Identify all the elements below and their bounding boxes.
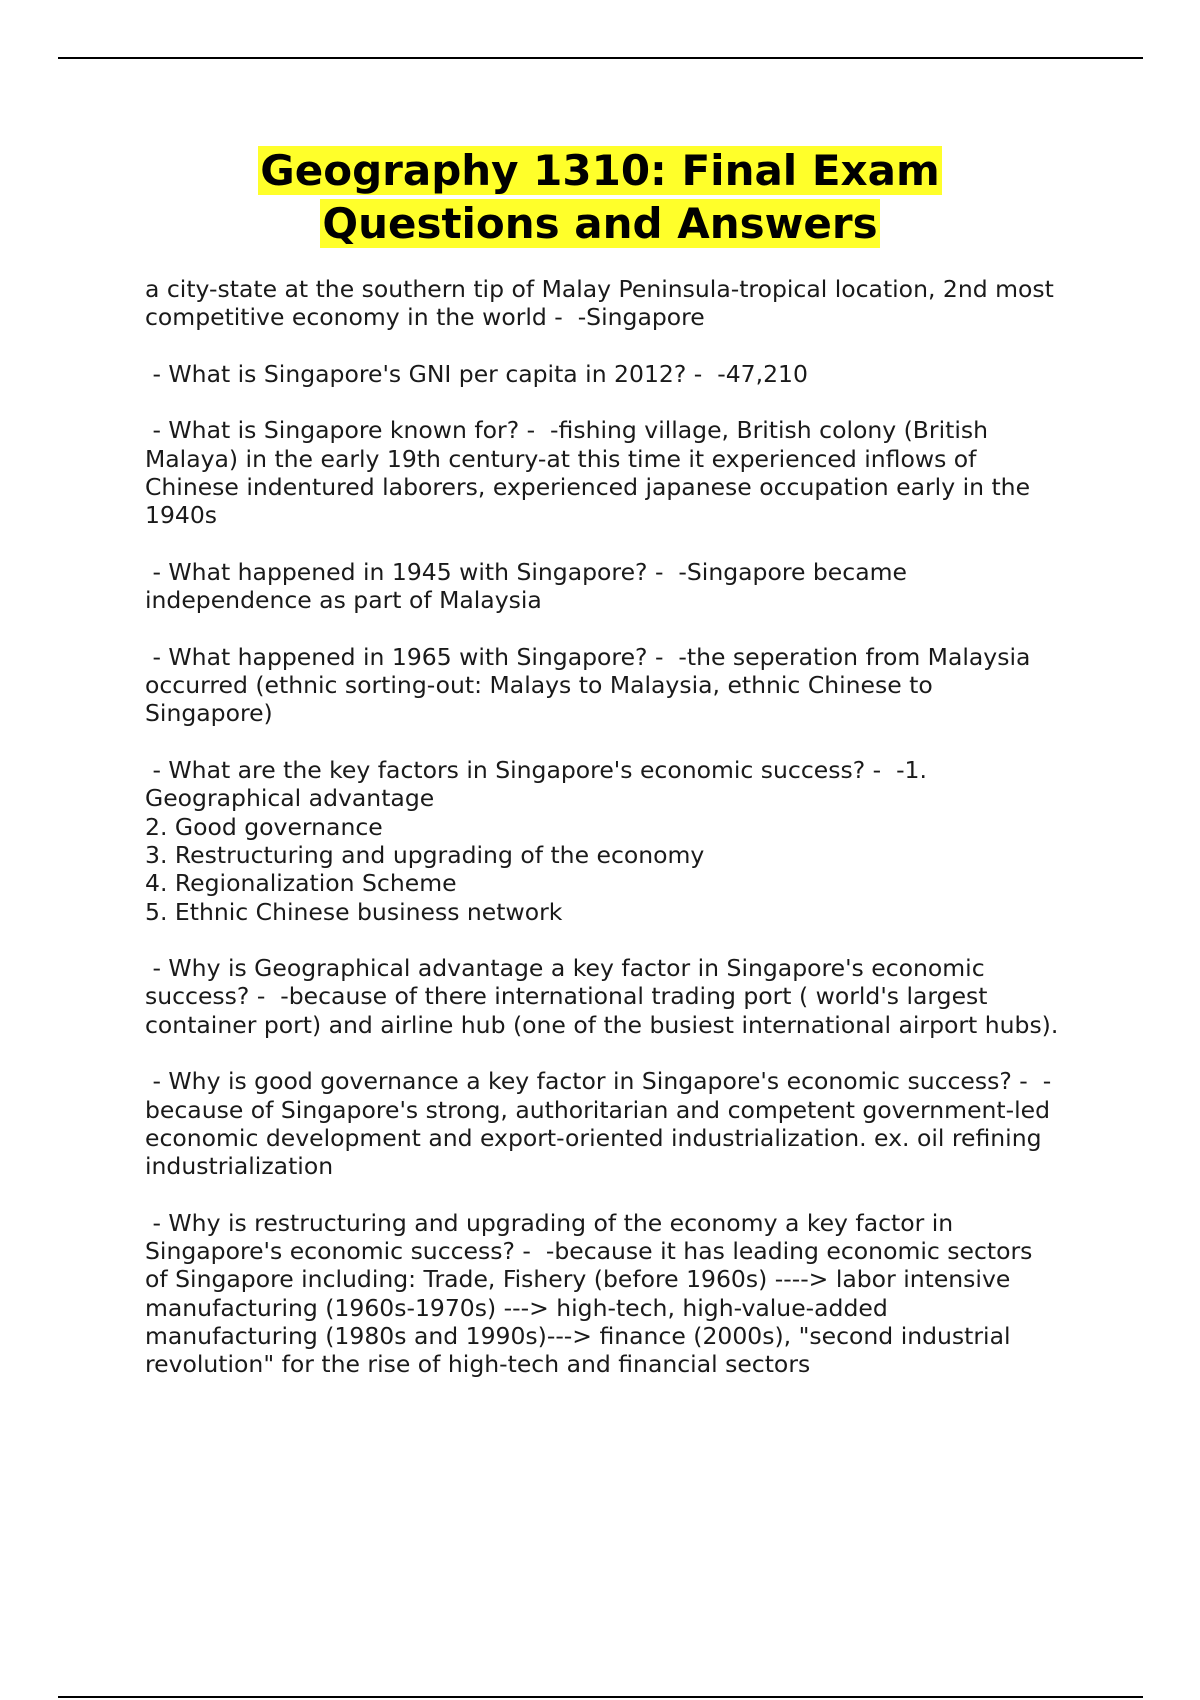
- title-line-1: Geography 1310: Final Exam: [260, 146, 940, 195]
- title-line-2: Questions and Answers: [322, 199, 878, 248]
- qa-line: - What is Singapore known for? - -fishing village, British colony (British: [145, 416, 988, 445]
- qa-entry: [145, 643, 1095, 728]
- qa-list: [145, 275, 1095, 1407]
- qa-entry: [145, 1209, 1095, 1379]
- title-block: [0, 144, 1200, 250]
- qa-line: independence as part of Malaysia: [145, 586, 542, 615]
- qa-line: Singapore): [145, 699, 273, 728]
- qa-line: 5. Ethnic Chinese business network: [145, 897, 563, 926]
- qa-line: competitive economy in the world - -Singapore: [145, 303, 705, 332]
- qa-line: industrialization: [145, 1152, 334, 1181]
- qa-line: - Why is Geographical advantage a key factor in Singapore's economic: [145, 954, 985, 983]
- qa-line: container port) and airline hub (one of the busiest international airport hubs).: [145, 1010, 1059, 1039]
- qa-line: 4. Regionalization Scheme: [145, 869, 457, 898]
- qa-line: - Why is restructuring and upgrading of the economy a key factor in: [145, 1208, 954, 1237]
- top-divider: [58, 57, 1143, 59]
- qa-line: revolution" for the rise of high-tech and financial sectors: [145, 1350, 811, 1379]
- qa-line: 3. Restructuring and upgrading of the economy: [145, 840, 705, 869]
- qa-line: Geographical advantage: [145, 784, 435, 813]
- page-title: [0, 144, 1200, 250]
- bottom-divider: [58, 1696, 1143, 1698]
- qa-line: economic development and export-oriented industrialization. ex. oil refining: [145, 1123, 1042, 1152]
- qa-line: of Singapore including: Trade, Fishery (before 1960s) ----> labor intensive: [145, 1265, 1011, 1294]
- qa-line: Malaya) in the early 19th century-at this time it experienced inflows of: [145, 444, 977, 473]
- qa-line: - What happened in 1945 with Singapore? - -Singapore became: [145, 557, 907, 586]
- qa-line: - What is Singapore's GNI per capita in 2012? - -47,210: [145, 359, 808, 388]
- qa-line: success? - -because of there international trading port ( world's largest: [145, 982, 988, 1011]
- qa-line: occurred (ethnic sorting-out: Malays to Malaysia, ethnic Chinese to: [145, 671, 933, 700]
- qa-line: manufacturing (1960s-1970s) ---> high-tech, high-value-added: [145, 1293, 888, 1322]
- qa-line: - Why is good governance a key factor in Singapore's economic success? - -: [145, 1067, 1052, 1096]
- qa-entry: [145, 756, 1095, 926]
- qa-line: Chinese indentured laborers, experienced japanese occupation early in the: [145, 473, 1031, 502]
- qa-line: 1940s: [145, 501, 218, 530]
- qa-entry: [145, 360, 1095, 388]
- qa-entry: [145, 1067, 1095, 1180]
- qa-entry: [145, 416, 1095, 529]
- qa-line: 2. Good governance: [145, 812, 383, 841]
- qa-entry: [145, 275, 1095, 332]
- qa-line: a city-state at the southern tip of Malay Peninsula-tropical location, 2nd most: [145, 275, 1054, 303]
- qa-entry: [145, 954, 1095, 1039]
- qa-entry: [145, 558, 1095, 615]
- qa-line: Singapore's economic success? - -because it has leading economic sectors: [145, 1237, 1033, 1266]
- qa-line: - What happened in 1965 with Singapore? - -the seperation from Malaysia: [145, 642, 1031, 671]
- qa-line: manufacturing (1980s and 1990s)---> finance (2000s), "second industrial: [145, 1321, 1011, 1350]
- qa-line: because of Singapore's strong, authoritarian and competent government-led: [145, 1095, 1051, 1124]
- qa-line: - What are the key factors in Singapore's economic success? - -1.: [145, 756, 927, 785]
